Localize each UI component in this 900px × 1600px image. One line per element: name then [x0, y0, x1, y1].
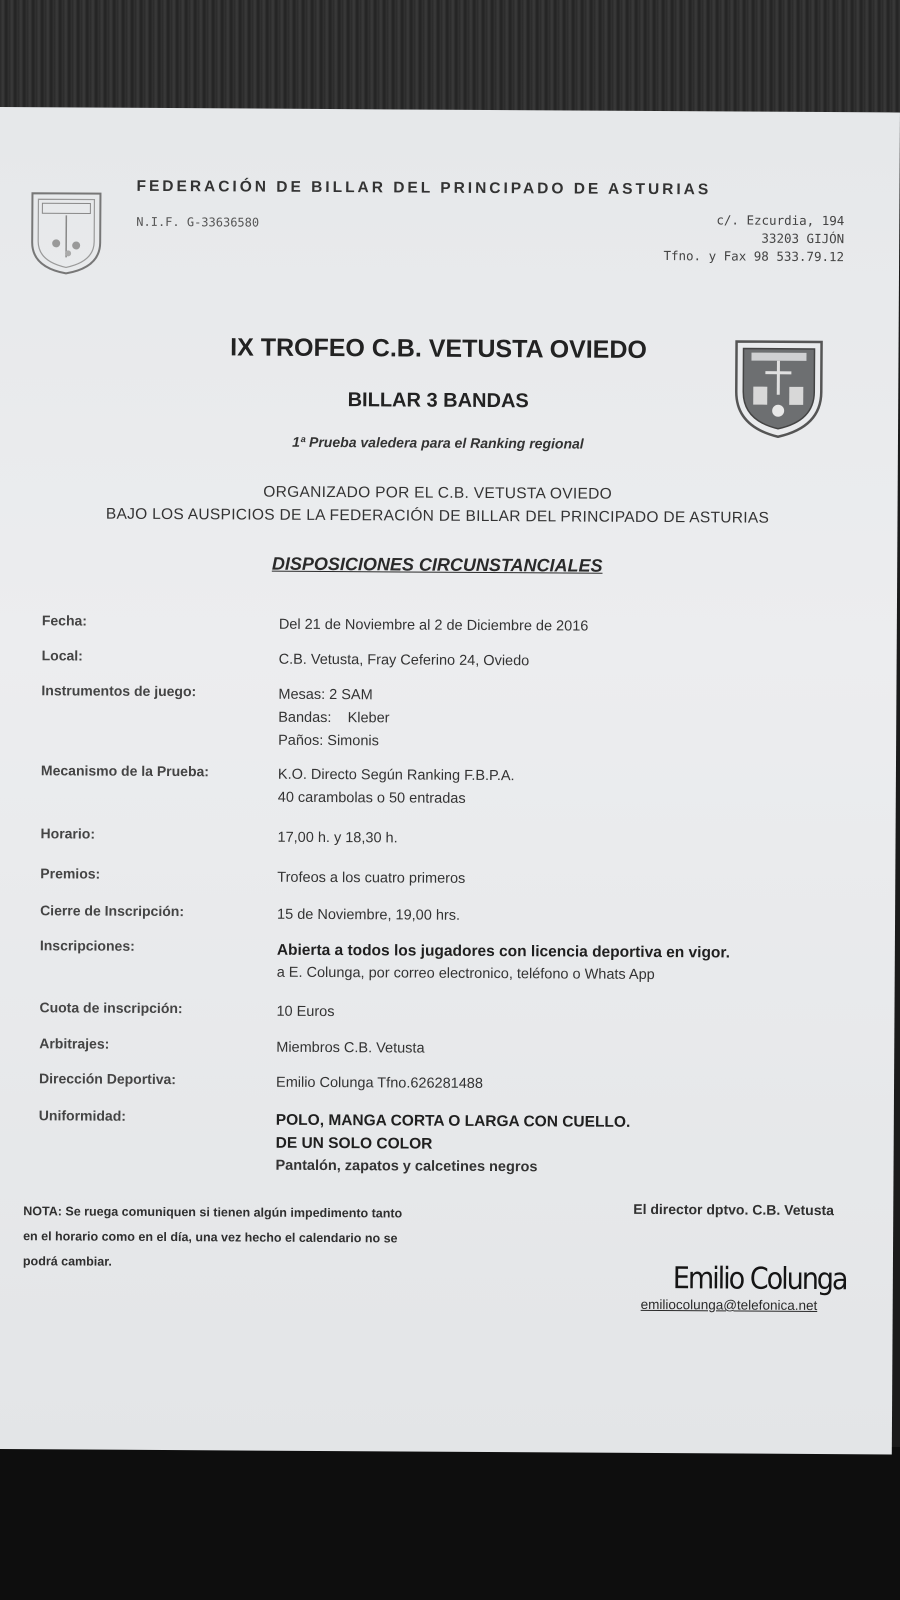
contact-email[interactable]: emiliocolunga@telefonica.net: [640, 1296, 818, 1314]
detail-row-instrumentos: [41, 682, 881, 750]
event-title: IX TROFEO C.B. VETUSTA OVIEDO: [230, 333, 647, 364]
detail-label: Cuota de inscripción:: [39, 999, 183, 1017]
detail-label: Arbitrajes:: [39, 1035, 110, 1052]
detail-value: [276, 1037, 424, 1061]
detail-row-inscripciones: [39, 937, 880, 984]
detail-label: Fecha:: [41, 612, 88, 629]
federation-name: FEDERACIÓN DE BILLAR DEL PRINCIPADO DE ASTURIAS: [136, 177, 712, 199]
detail-row-direccion: [39, 1070, 879, 1092]
address-street: c/. Ezcurdia, 194: [716, 212, 845, 229]
detail-label: Dirección Deportiva:: [39, 1070, 177, 1088]
federation-address: [663, 211, 844, 266]
detail-row-fecha: [41, 612, 882, 635]
detail-line: C.B. Vetusta, Fray Ceferino 24, Oviedo: [278, 651, 530, 670]
detail-line: 10 Euros: [276, 1003, 335, 1021]
detail-line: K.O. Directo Según Ranking F.B.P.A.: [277, 766, 515, 785]
detail-row-mecanismo: [40, 762, 881, 807]
organizer-line: ORGANIZADO POR EL C.B. VETUSTA OVIEDO: [263, 483, 613, 503]
detail-value: [276, 1072, 483, 1096]
detail-value: [277, 904, 460, 928]
detail-row-horario: [40, 825, 881, 847]
detail-line: 15 de Noviembre, 19,00 hrs.: [277, 906, 461, 924]
background-top: [0, 0, 900, 112]
detail-line: Pantalón, zapatos y calcetines negros: [275, 1157, 538, 1176]
ranking-note: 1ª Prueba valedera para el Ranking regional: [292, 433, 584, 452]
detail-line: POLO, MANGA CORTA O LARGA CON CUELLO.: [275, 1111, 631, 1131]
document-page: [0, 107, 900, 1454]
detail-label: Horario:: [40, 825, 96, 842]
detail-line: Abierta a todos los jugadores con licencia deportiva en vigor.: [276, 941, 730, 962]
detail-value: [279, 649, 530, 674]
address-city: 33203 GIJÓN: [761, 230, 845, 247]
detail-label: Uniformidad:: [38, 1107, 126, 1124]
section-heading: DISPOSICIONES CIRCUNSTANCIALES: [271, 553, 603, 576]
detail-line: Emilio Colunga Tfno.626281488: [275, 1074, 484, 1092]
detail-value: [277, 867, 465, 891]
detail-row-premios: [40, 865, 880, 887]
detail-line: Trofeos a los cuatro primeros: [277, 869, 466, 887]
detail-label: Local:: [41, 647, 83, 664]
detail-line: DE UN SOLO COLOR: [275, 1134, 433, 1153]
detail-line: Mesas: 2 SAM: [278, 686, 373, 704]
detail-line: Bandas: Kleber: [278, 709, 390, 727]
detail-value: [275, 1109, 630, 1180]
auspices-line: BAJO LOS AUSPICIOS DE LA FEDERACIÓN DE BILLAR DEL PRINCIPADO DE ASTURIAS: [105, 505, 770, 527]
note-line: en el horario como en el día, una vez hecho el calendario no se: [23, 1229, 398, 1246]
footer-note: [23, 1199, 583, 1277]
note-line: NOTA: Se ruega comuniquen si tienen algún impedimento tanto: [23, 1204, 403, 1221]
detail-value: [278, 684, 390, 754]
background-bottom: [0, 1447, 900, 1600]
detail-label: Cierre de Inscripción:: [40, 902, 185, 920]
detail-value: [276, 1001, 334, 1024]
detail-label: Inscripciones:: [39, 937, 135, 954]
event-subtitle: BILLAR 3 BANDAS: [347, 389, 529, 413]
signature: Emilio Colunga: [672, 1261, 847, 1298]
detail-label: Mecanismo de la Prueba:: [40, 762, 210, 780]
detail-line: Del 21 de Noviembre al 2 de Diciembre de 2016: [278, 616, 589, 635]
detail-value: [278, 764, 515, 811]
director-title: El director dptvo. C.B. Vetusta: [633, 1200, 835, 1219]
detail-value: [277, 939, 730, 988]
federation-logo-icon: [26, 187, 107, 277]
nif-number: N.I.F. G-33636580: [136, 214, 260, 230]
detail-line: a E. Colunga, por correo electronico, teléfono o Whats App: [276, 964, 655, 984]
address-phone: Tfno. y Fax 98 533.79.12: [663, 248, 845, 265]
detail-value: [277, 827, 397, 851]
detail-row-arbitrajes: [39, 1035, 879, 1057]
detail-line: 40 carambolas o 50 entradas: [277, 789, 466, 807]
detail-row-uniformidad: [38, 1107, 879, 1176]
detail-value: [279, 614, 589, 639]
detail-row-cuota: [39, 999, 880, 1021]
detail-label: Instrumentos de juego:: [41, 682, 197, 700]
detail-row-cierre: [40, 902, 880, 924]
detail-line: Miembros C.B. Vetusta: [276, 1039, 425, 1057]
detail-label: Premios:: [40, 865, 101, 882]
detail-row-local: [41, 647, 882, 670]
detail-line: Paños: Simonis: [278, 732, 379, 750]
note-line: podrá cambiar.: [22, 1254, 112, 1269]
detail-line: 17,00 h. y 18,30 h.: [277, 829, 398, 847]
